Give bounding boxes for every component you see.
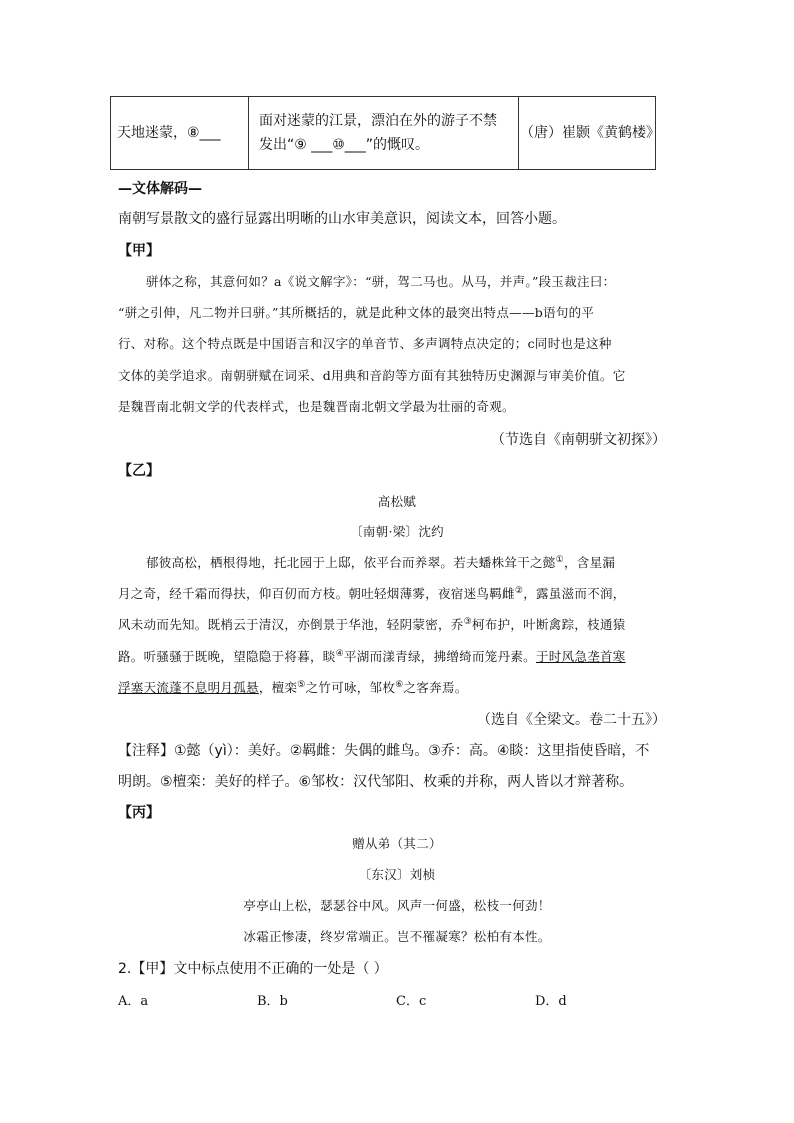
table-cell-explanation bbox=[249, 97, 519, 170]
explanation-line-2: 发出“⑨ ___⑩___”的慨叹。 bbox=[259, 137, 430, 153]
yi-author: 〔南朝·梁〕沈约 bbox=[350, 524, 444, 539]
yi-line-4 bbox=[118, 647, 626, 665]
notes-line-1: 【注释】①懿（yì）：美好。②羁雌：失偶的雌鸟。③乔：高。④睒：这里指使昏暗，不 bbox=[118, 743, 650, 759]
bing-line-1: 亭亭山上松，瑟瑟谷中风。风声一何盛，松枝一何劲！ bbox=[243, 898, 551, 913]
jia-line-3: 行、对称。这个特点既是中国语言和汉字的单音节、多声调特点决定的；c同时也是这种 bbox=[118, 336, 612, 351]
question-stem: 2.【甲】文中标点使用不正确的一处是（ ） bbox=[118, 961, 388, 977]
note-marker-2: ② bbox=[514, 585, 524, 596]
source-text: （唐）崔颢《黄鹤楼》 bbox=[520, 125, 660, 141]
jia-source: （节选自《南朝骈文初探》） bbox=[491, 432, 666, 448]
label-yi: 【乙】 bbox=[118, 463, 160, 479]
section-title: —文体解码— bbox=[118, 181, 202, 197]
option-d[interactable]: D．d bbox=[535, 994, 567, 1009]
yi-line-3-text: 风未动而先知。既梢云于清汉，亦倒景于华池，轻阴蒙密，乔 bbox=[118, 617, 464, 632]
jia-line-2: “骈之引伸，凡二物并曰骈。”其所概括的，就是此种文体的最突出特点——b语句的平 bbox=[118, 305, 595, 320]
bing-title: 赠从弟（其二） bbox=[352, 836, 442, 851]
yi-line-3-end: 柯布护，叶断禽踪，枝通猿 bbox=[471, 617, 626, 632]
bing-author: 〔东汉〕刘桢 bbox=[358, 867, 436, 882]
note-marker-1: ① bbox=[555, 554, 564, 565]
poem-table bbox=[110, 96, 660, 170]
explanation-line-1: 面对迷蒙的江景，漂泊在外的游子不禁 bbox=[259, 113, 497, 129]
option-b[interactable]: B．b bbox=[257, 994, 288, 1009]
yi-line-1 bbox=[146, 553, 615, 571]
yi-line-2-end: ，露虽滋而不润， bbox=[523, 586, 626, 601]
label-bing: 【丙】 bbox=[118, 805, 160, 821]
yi-line-5 bbox=[118, 678, 468, 696]
jia-line-1: 骈体之称，其意何如？a《说文解字》：“骈，驾二马也。从马，并声。”段玉裁注曰： bbox=[146, 274, 616, 289]
bing-line-2: 冰霜正惨凄，终岁常端正。岂不罹凝寒？松柏有本性。 bbox=[243, 929, 551, 944]
intro-text: 南朝写景散文的盛行显露出明晰的山水审美意识，阅读文本，回答小题。 bbox=[118, 211, 566, 227]
table-cell-verse bbox=[111, 97, 249, 170]
option-c[interactable]: C．c bbox=[396, 994, 427, 1009]
yi-line-1-end: ，含星漏 bbox=[563, 555, 616, 570]
note-marker-5: ⑤ bbox=[297, 679, 306, 690]
jia-line-5: 是魏晋南北朝文学的代表样式，也是魏晋南北朝文学最为壮丽的奇观。 bbox=[118, 399, 515, 414]
yi-line-2 bbox=[118, 584, 626, 602]
jia-line-4: 文体的美学追求。南朝骈赋在词采、d用典和音韵等方面有其独特历史渊源与审美价值。它 bbox=[118, 368, 626, 383]
yi-line-1-text: 郁彼高松，栖根得地，托北园于上邸，依平台而养翠。若夫蟠株耸干之懿 bbox=[146, 555, 556, 570]
note-marker-4: ④ bbox=[335, 648, 344, 659]
notes-line-2: 明朗。⑤檀栾：美好的样子。⑥邹枚：汉代邹阳、枚乘的并称，两人皆以才辩著称。 bbox=[118, 774, 634, 790]
yi-line-4-text: 路。听骚骚于既晚，望隐隐于将暮，睒 bbox=[118, 649, 336, 664]
label-jia: 【甲】 bbox=[118, 243, 160, 259]
underlined-sentence-end: 浮塞天流蓬不息明月孤悬 bbox=[118, 680, 259, 695]
option-a[interactable]: A．a bbox=[118, 994, 149, 1009]
table-cell-source bbox=[519, 97, 660, 170]
yi-title: 高松赋 bbox=[377, 494, 417, 509]
note-marker-6: ⑥ bbox=[395, 679, 404, 690]
yi-line-5-mid: 之竹可咏，邹枚 bbox=[305, 680, 396, 695]
yi-line-3 bbox=[118, 615, 626, 633]
note-marker-3: ③ bbox=[463, 616, 472, 627]
yi-line-2-text: 月之奇，经千霜而得扶，仰百仞而方枝。朝吐轻烟薄雾，夜宿迷鸟羁雌 bbox=[118, 586, 515, 601]
yi-line-5-end: 之客奔焉。 bbox=[403, 680, 468, 695]
verse-text: 天地迷蒙，⑧___ bbox=[117, 125, 221, 141]
underlined-sentence-start: 于时风急垄首寒 bbox=[536, 649, 626, 664]
yi-source: （选自《全梁文。卷二十五》） bbox=[477, 712, 666, 728]
yi-line-5-text: ，檀栾 bbox=[258, 680, 298, 695]
yi-line-4-mid: 平湖而漾青绿，拂缯绮而笼丹素。 bbox=[343, 649, 536, 664]
